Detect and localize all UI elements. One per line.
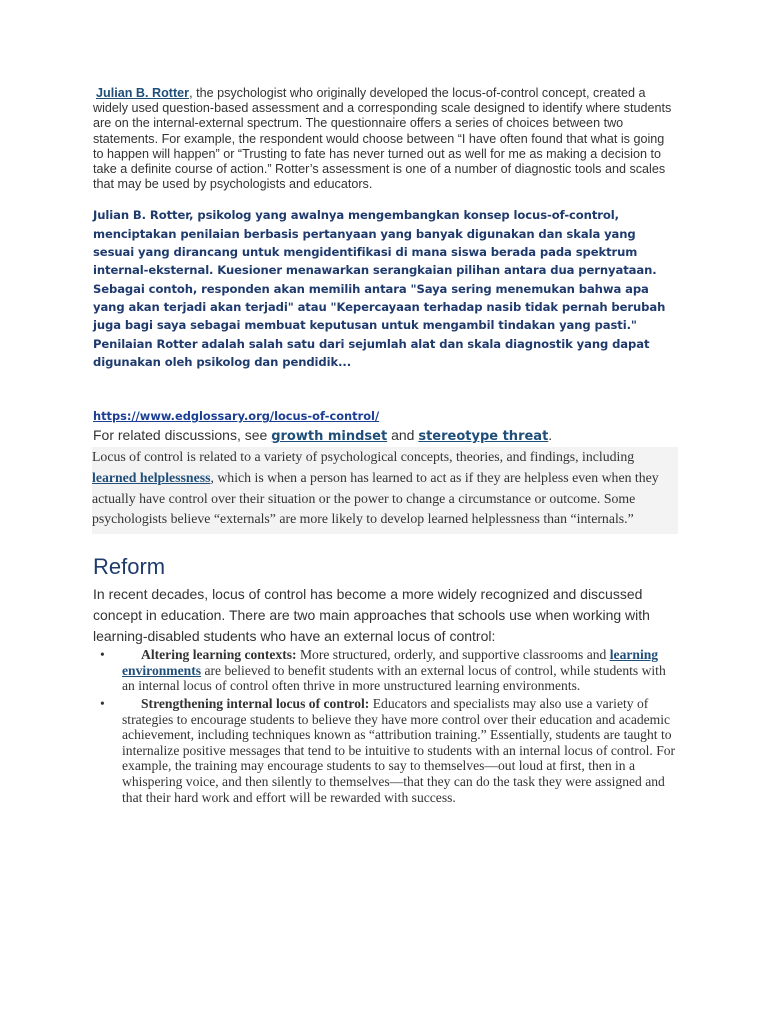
list-item [93,696,678,805]
bullet-text: are believed to benefit students with an external locus of control, while students with an internal locus of control often thrive in more unstructured learning environments. [122,662,666,694]
learning-environments-link[interactable]: learning environments [122,647,659,678]
bullet-icon: • [100,647,105,663]
reform-paragraph: In recent decades, locus of control has become a more widely recognized and discussed concept in education. There are two main approaches that schools use when working with learning-disabled students who have an external locus of control: [93,586,650,645]
related-middle: and [387,427,419,444]
approaches-list [93,647,678,805]
rotter-link[interactable]: Julian B. Rotter [96,86,190,100]
document [93,86,678,807]
bullet-text: More structured, orderly, and supportive classrooms and [296,647,610,663]
stereotype-threat-link[interactable]: stereotype threat [418,429,549,445]
related-prefix: For related discussions, see [93,427,272,444]
source-url-link[interactable]: https://www.edglossary.org/locus-of-control/ [93,409,380,424]
bullet-lead: Strengthening internal locus of control: [141,696,370,712]
bullet-text: Educators and specialists may also use a variety of strategies to encourage students to believe they have more control over their education and academic achievement, including techniques known as “attribution training.” Essentially, students are taught to internalize positive messages that tend to be intuitive to students with an internal locus of control. For example, the training may encourage students to say to themselves—out loud at first, then in a whispering voice, and then silently to themselves—that they can do the task they were assigned and that their hard work and effort will be rewarded with success. [122,696,676,805]
list-item [93,647,678,694]
locus-text-before: Locus of control is related to a variety of psychological concepts, theories, and findings, including [92,449,635,465]
growth-mindset-link[interactable]: growth mindset [271,429,388,445]
intro-paragraph [93,86,678,192]
translation-paragraph: Julian B. Rotter, psikolog yang awalnya mengembangkan konsep locus-of-control, menciptakan penilaian berbasis pertanyaan yang banyak digunakan dan skala yang sesuai yang dirancang untuk mengidentifikasi di mana siswa berada pada spektrum internal-eksternal. Kuesioner menawarkan serangkaian pilihan antara dua pernyataan. Sebagai contoh, responden akan memilih antara "Saya sering menemukan bahwa apa yang akan terjadi akan terjadi" atau "Kepercayaan terhadap nasib tidak pernah berubah juga bagi saya sebagai membuat keputusan untuk mengambil tindakan yang pasti." Penilaian Rotter adalah salah satu dari sejumlah alat dan skala diagnostik yang dapat digunakan oleh psikolog dan pendidik... [93,208,666,369]
bullet-icon: • [100,696,105,712]
reform-heading: Reform [93,554,166,580]
learned-helplessness-link[interactable]: learned helplessness [92,469,211,485]
locus-of-control-box [92,447,678,534]
related-discussions [93,427,678,445]
related-suffix: . [548,427,553,444]
bullet-lead: Altering learning contexts: [141,647,297,663]
locus-text-after: , which is when a person has learned to act as if they are helpless even when they actually have control over their situation or the power to change a circumstance or outcome. Some psychologists believe “externals” are more likely to develop learned helplessness than “internals.” [92,469,659,527]
intro-text: , the psychologist who originally developed the locus-of-control concept, created a widely used question-based assessment and a corresponding scale designed to identify where students are on the internal-external spectrum. The questionnaire offers a series of choices between two statements. For example, the respondent would choose between “I have often found that what is going to happen will happen” or “Trusting to fate has never turned out as well for me as making a decision to take a definite course of action.” Rotter’s assessment is one of a number of diagnostic tools and scales that may be used by psychologists and educators. [93,86,672,192]
